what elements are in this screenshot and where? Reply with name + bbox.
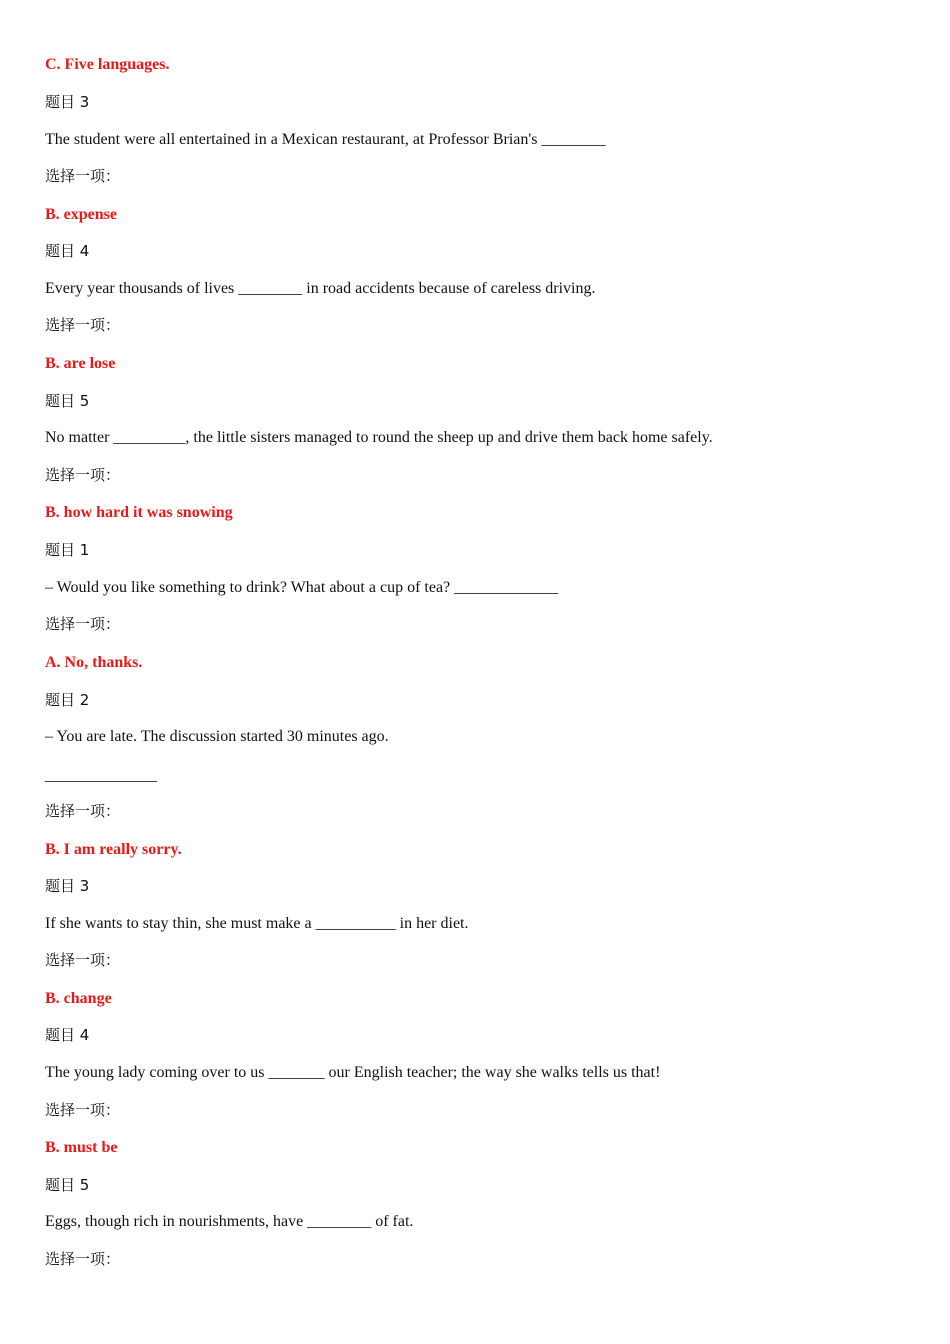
selected-answer: B. are lose (45, 355, 116, 372)
question-text: – You are late. The discussion started 30 minutes ago. (45, 728, 389, 745)
question-number: 题目 4 (45, 1026, 90, 1044)
question-number: 题目 2 (45, 691, 90, 709)
question-text: If she wants to stay thin, she must make a __________ in her diet. (45, 915, 469, 932)
selected-answer: B. expense (45, 206, 117, 223)
question-text: No matter _________, the little sisters managed to round the sheep up and drive them back home safely. (45, 429, 713, 446)
question-number: 题目 1 (45, 541, 90, 559)
selected-answer: C. Five languages. (45, 56, 170, 73)
question-text: The student were all entertained in a Mexican restaurant, at Professor Brian's ________ (45, 131, 606, 148)
choose-one-label: 选择一项： (45, 615, 121, 633)
selected-answer: B. I am really sorry. (45, 841, 182, 858)
choose-one-label: 选择一项： (45, 951, 121, 969)
selected-answer: B. must be (45, 1139, 118, 1156)
choose-one-label: 选择一项： (45, 1250, 121, 1268)
question-text: The young lady coming over to us _______ our English teacher; the way she walks tells us that! (45, 1064, 661, 1081)
choose-one-label: 选择一项： (45, 466, 121, 484)
question-number: 题目 4 (45, 242, 90, 260)
selected-answer: A. No, thanks. (45, 654, 143, 671)
choose-one-label: 选择一项： (45, 167, 121, 185)
choose-one-label: 选择一项： (45, 316, 121, 334)
selected-answer: B. how hard it was snowing (45, 504, 233, 521)
question-number: 题目 5 (45, 392, 90, 410)
question-text: Every year thousands of lives ________ in road accidents because of careless driving. (45, 280, 596, 297)
question-number: 题目 5 (45, 1176, 90, 1194)
question-text: Eggs, though rich in nourishments, have ________ of fat. (45, 1213, 414, 1230)
selected-answer: B. change (45, 990, 112, 1007)
question-number: 题目 3 (45, 93, 90, 111)
choose-one-label: 选择一项： (45, 802, 121, 820)
question-text: ______________ (45, 767, 157, 784)
choose-one-label: 选择一项： (45, 1101, 121, 1119)
question-number: 题目 3 (45, 877, 90, 895)
question-text: – Would you like something to drink? What about a cup of tea? _____________ (45, 579, 559, 596)
